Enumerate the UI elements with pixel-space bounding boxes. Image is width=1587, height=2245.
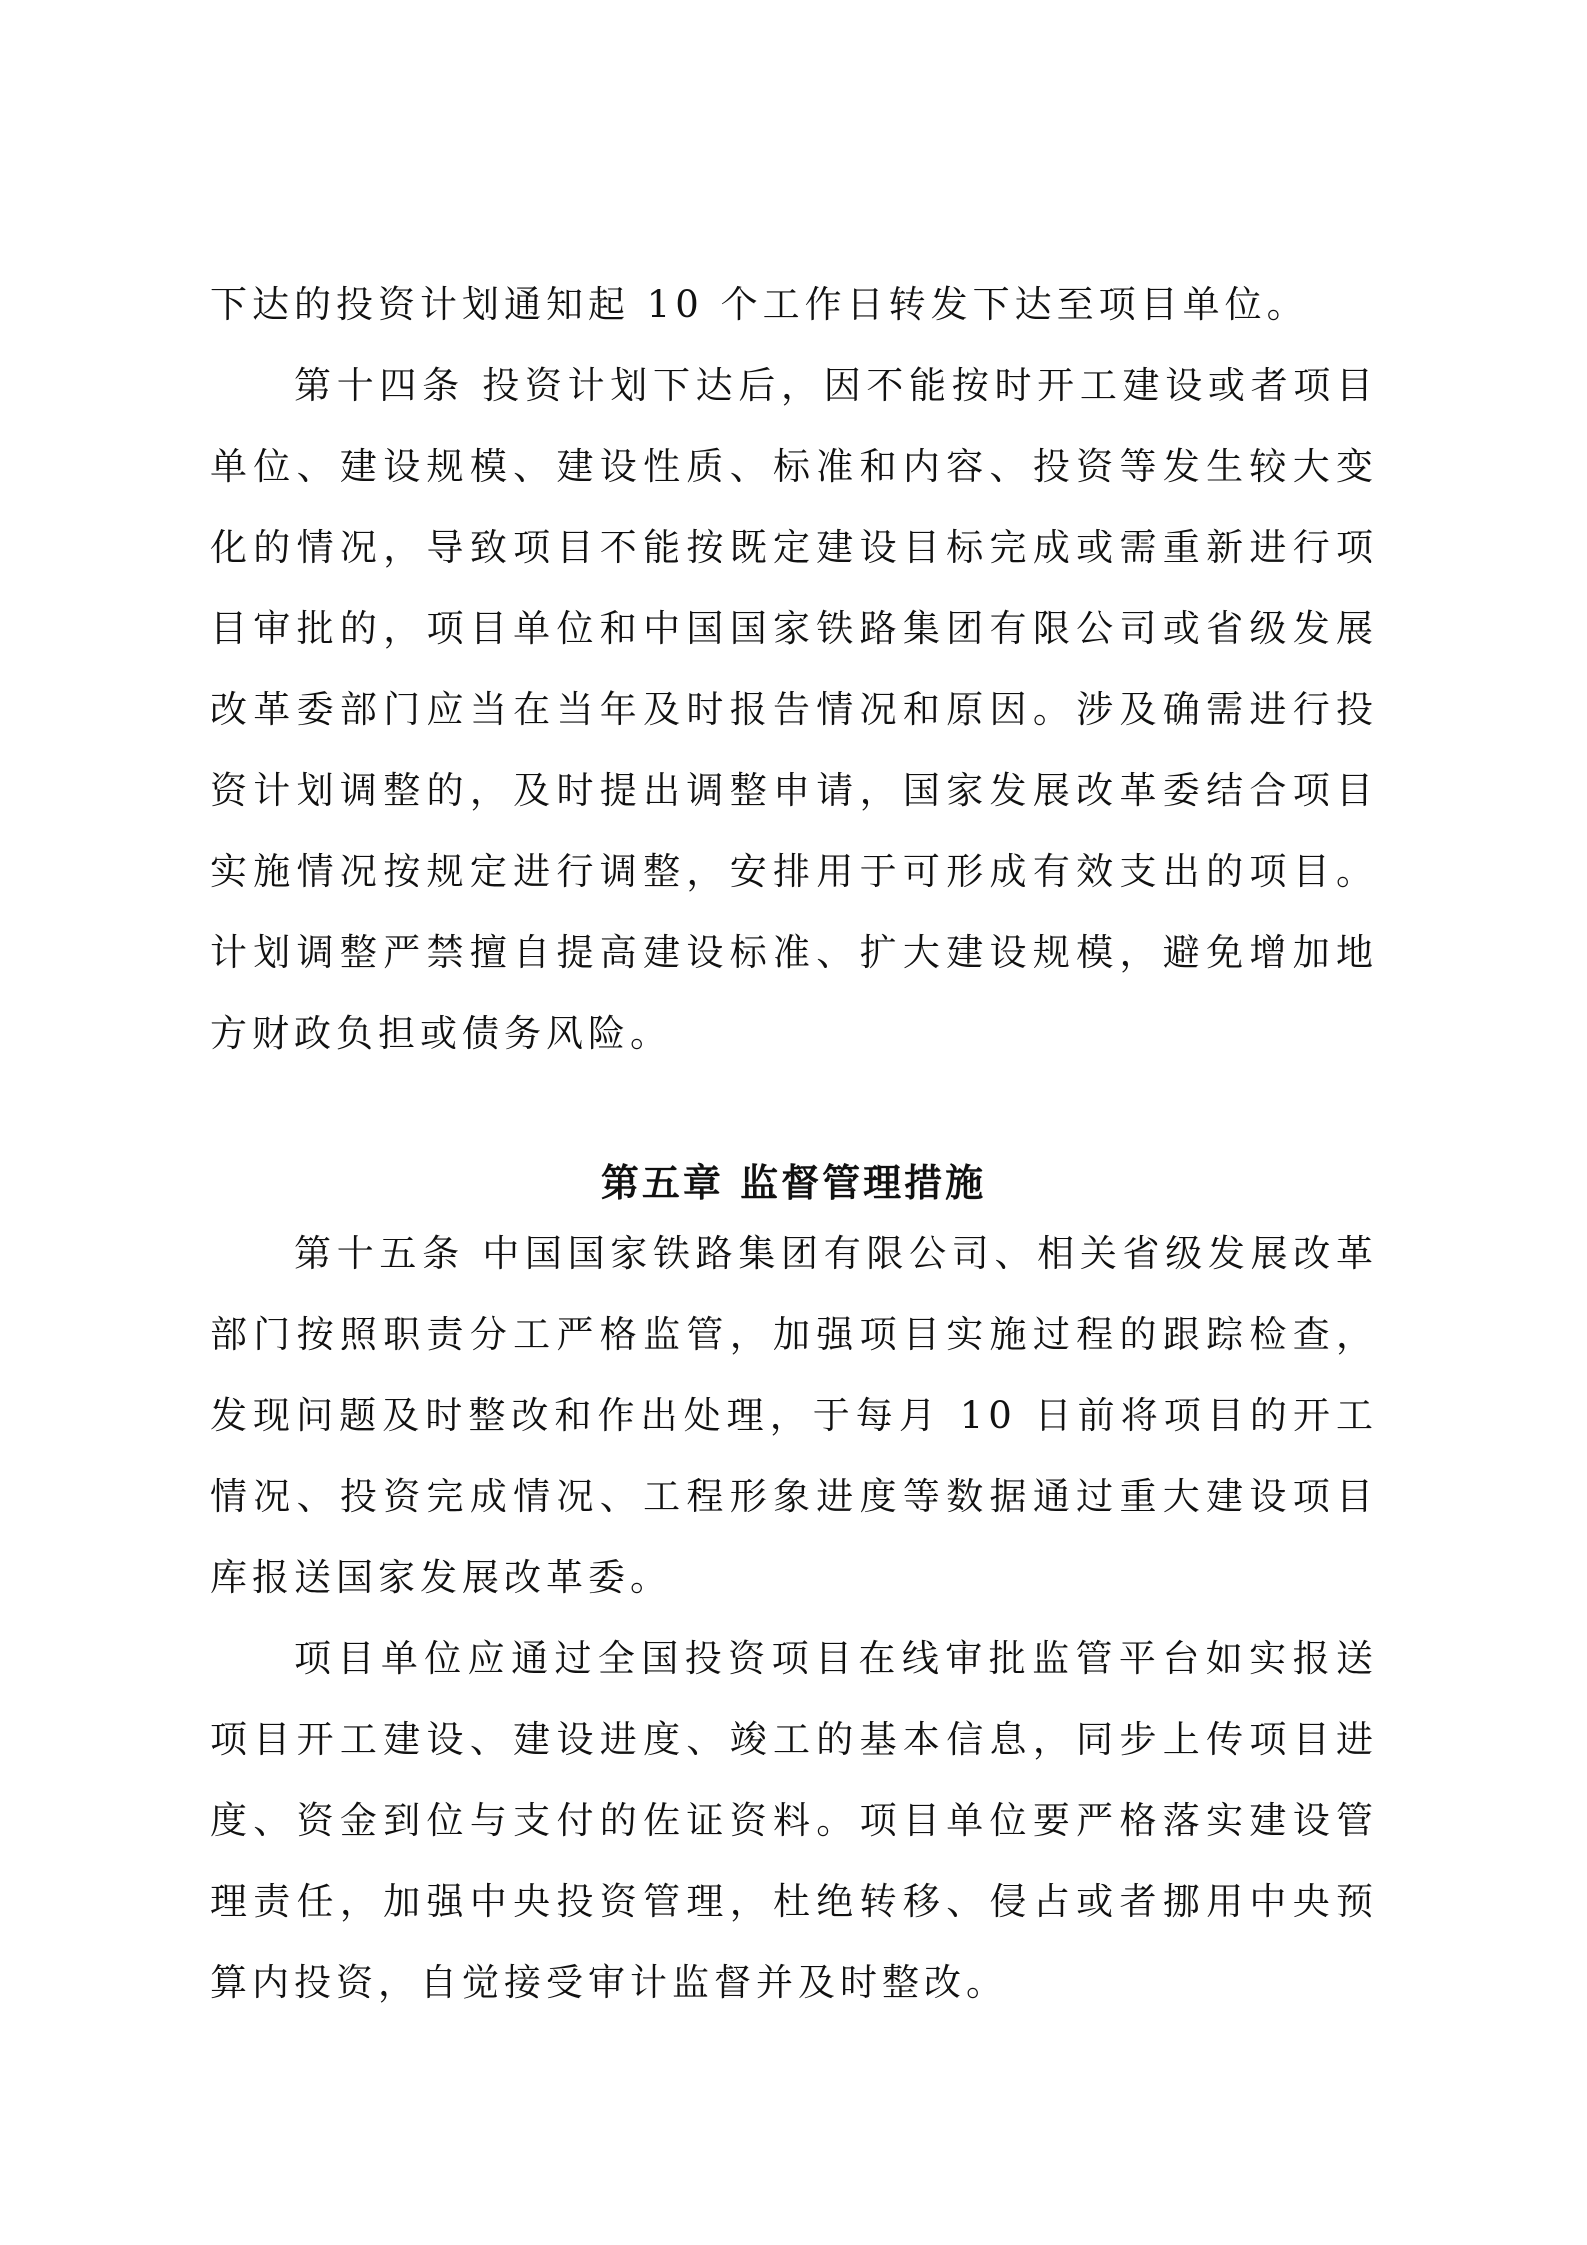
paragraph-article-14: 第十四条 投资计划下达后，因不能按时开工建设或者项目单位、建设规模、建设性质、标准和内容、投资等发生较大变化的情况，导致项目不能按既定建设目标完成或需重新进行项目审批的，项目单位和中国国家铁路集团有限公司或省级发展改革委部门应当在当年及时报告情况和原因。涉及确需进行投资计划调整的，及时提出调整申请，国家发展改革委结合项目实施情况按规定进行调整，安排用于可形成有效支出的项目。计划调整严禁擅自提高建设标准、扩大建设规模，避免增加地方财政负担或债务风险。 [210,364,1378,1055]
body-text-top [210,264,1378,1074]
paragraph-continuation: 下达的投资计划通知起 10 个工作日转发下达至项目单位。 [210,283,1309,326]
body-text-bottom [210,1213,1378,2023]
paragraph-article-15: 第十五条 中国国家铁路集团有限公司、相关省级发展改革部门按照职责分工严格监管，加强项目实施过程的跟踪检查，发现问题及时整改和作出处理，于每月 10 日前将项目的开工情况、投资完成情况、工程形象进度等数据通过重大建设项目库报送国家发展改革委。 [210,1232,1378,1599]
paragraph-project-unit: 项目单位应通过全国投资项目在线审批监管平台如实报送项目开工建设、建设进度、竣工的基本信息，同步上传项目进度、资金到位与支付的佐证资料。项目单位要严格落实建设管理责任，加强中央投资管理，杜绝转移、侵占或者挪用中央预算内投资，自觉接受审计监督并及时整改。 [210,1637,1378,2004]
chapter-title: 第五章 监督管理措施 [600,1161,987,1205]
